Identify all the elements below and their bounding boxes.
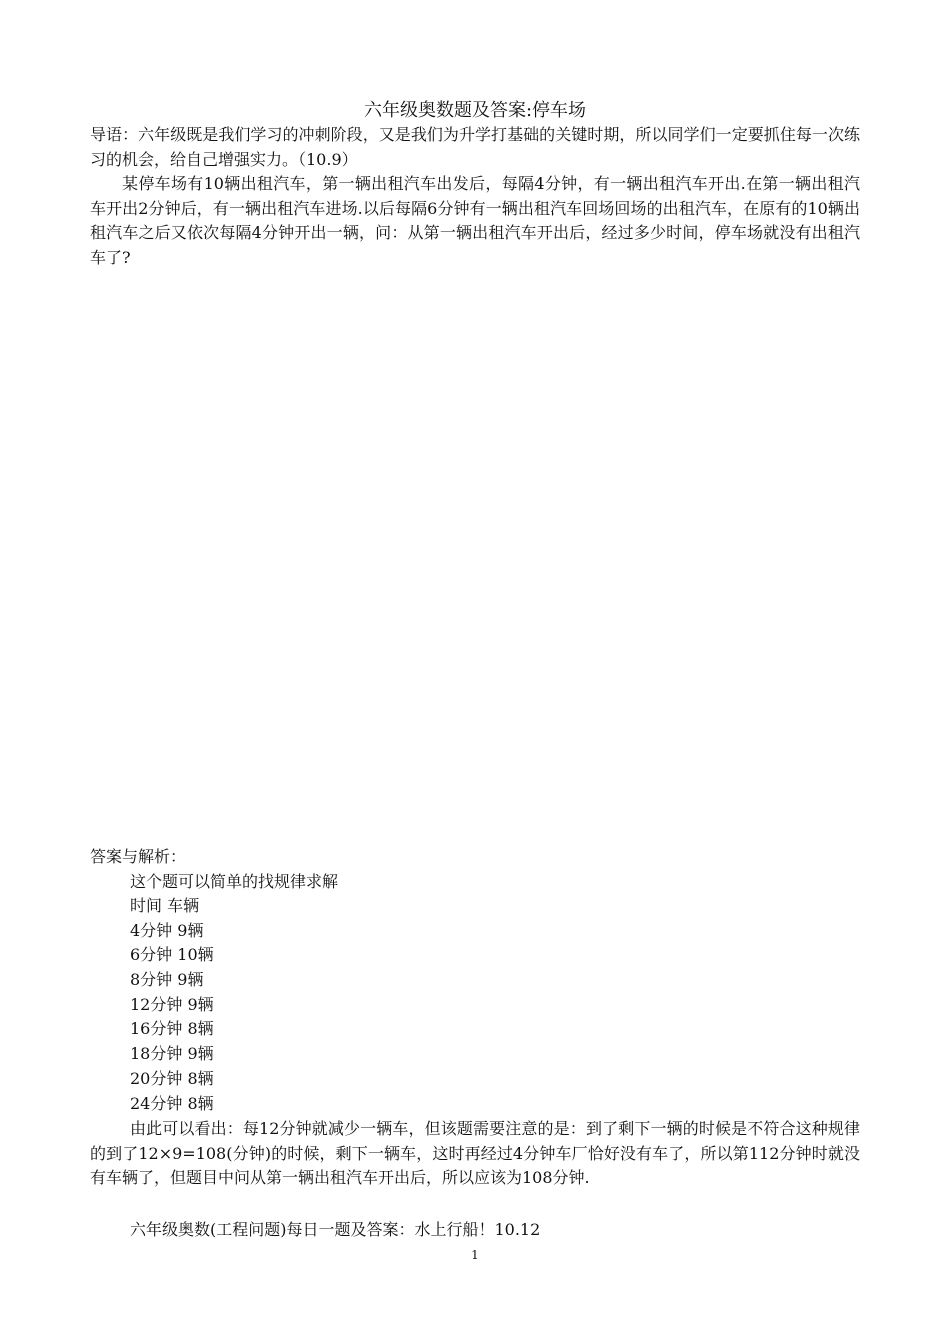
next-article-link[interactable]: 六年级奥数(工程问题)每日一题及答案：水上行船！10.12 (130, 1220, 541, 1239)
table-row: 4分钟 9辆 (130, 921, 204, 940)
answer-heading: 答案与解析： (90, 847, 187, 866)
table-row: 20分钟 8辆 (130, 1069, 214, 1088)
table-row: 12分钟 9辆 (130, 995, 214, 1014)
conclusion-paragraph: 由此可以看出：每12分钟就减少一辆车，但该题需要注意的是：到了剩下一辆的时候是不符合这种规律的到了12×9=108(分钟)的时候，剩下一辆车，这时再经过4分钟车厂恰好没有车了，所以第112分钟时就没有车辆了，但题目中问从第一辆出租汽车开出后，所以应该为108分钟. (90, 1119, 860, 1187)
table-row: 16分钟 8辆 (130, 1019, 214, 1038)
table-row: 24分钟 8辆 (130, 1094, 214, 1113)
table-row: 18分钟 9辆 (130, 1044, 214, 1063)
intro-paragraph: 导语：六年级既是我们学习的冲刺阶段，又是我们为升学打基础的关键时期，所以同学们一定要抓住每一次练习的机会，给自己增强实力。（10.9） (90, 125, 860, 169)
table-row: 6分钟 10辆 (130, 945, 214, 964)
table-header: 时间 车辆 (130, 896, 200, 915)
table-row: 8分钟 9辆 (130, 970, 204, 989)
answer-lead: 这个题可以简单的找规律求解 (130, 872, 339, 891)
document-title: 六年级奥数题及答案:停车场 (363, 100, 587, 121)
problem-paragraph: 某停车场有10辆出租汽车，第一辆出租汽车出发后，每隔4分钟，有一辆出租汽车开出.在第一辆出租汽车开出2分钟后，有一辆出租汽车进场.以后每隔6分钟有一辆出租汽车回场回场的出租汽车，在原有的10辆出租汽车之后又依次每隔4分钟开出一辆，问：从第一辆出租汽车开出后，经过多少时间，停车场就没有出租汽车了? (90, 174, 860, 267)
page-number: 1 (471, 1248, 479, 1262)
